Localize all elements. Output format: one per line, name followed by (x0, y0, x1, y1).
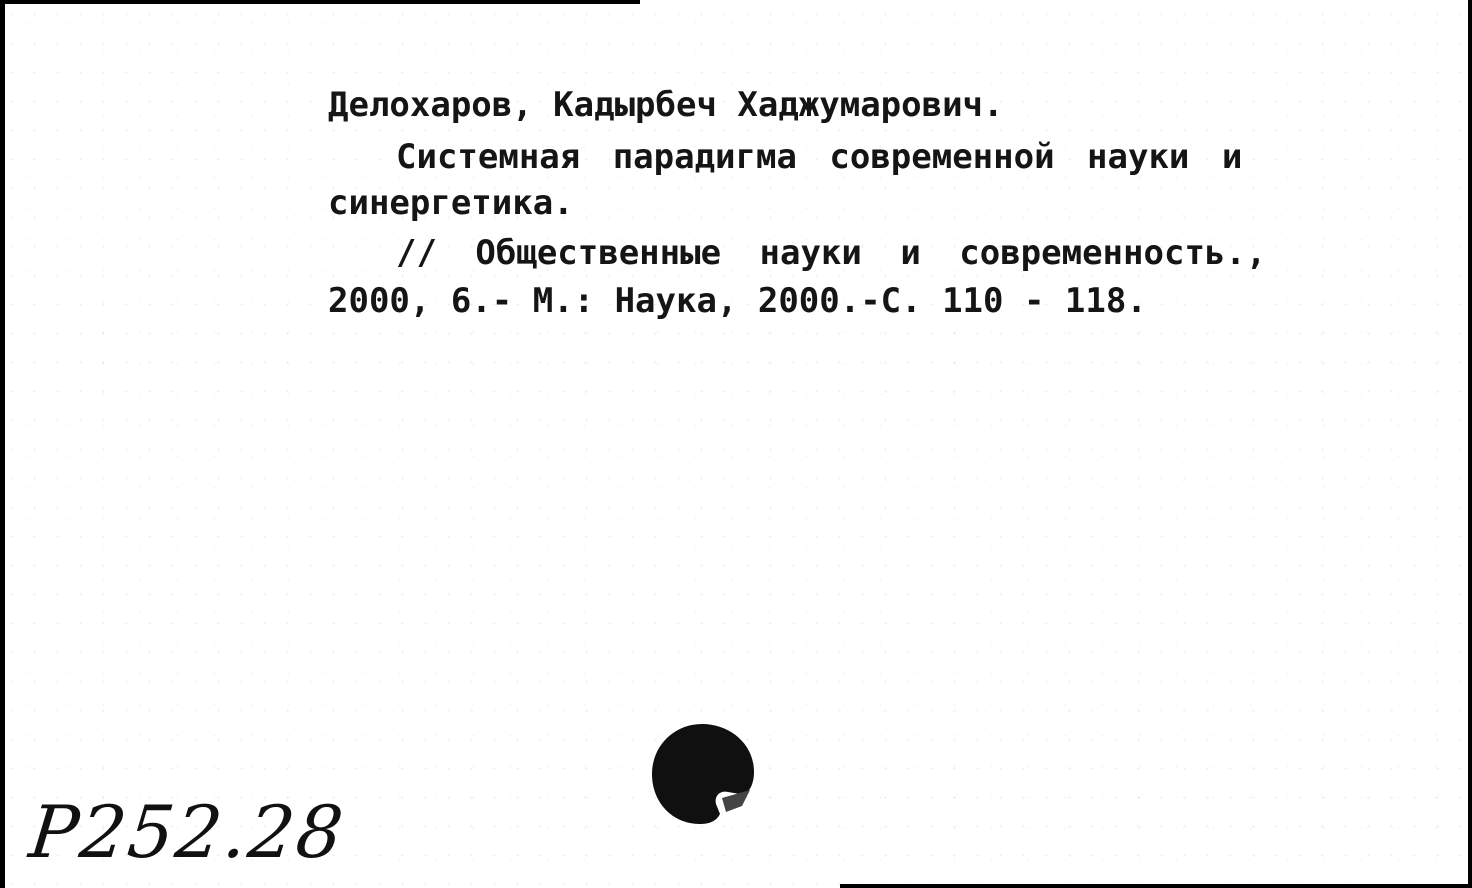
card-border-top (0, 0, 640, 4)
shelfmark-handwritten: Р252.28 (25, 790, 349, 874)
title-line-1: Системная парадигма современной науки и (396, 137, 1243, 177)
card-border-right (1468, 0, 1472, 888)
card-border-bottom (840, 884, 1472, 888)
source-line-1: // Общественные науки и современность., (396, 233, 1267, 273)
card-border-left (0, 0, 5, 888)
title-line-2: синергетика. (328, 183, 574, 223)
source-line-2: 2000, 6.- М.: Наука, 2000.-С. 110 - 118. (328, 281, 1147, 321)
punch-hole (650, 722, 756, 826)
author-line: Делохаров, Кадырбеч Хаджумарович. (328, 85, 1004, 125)
